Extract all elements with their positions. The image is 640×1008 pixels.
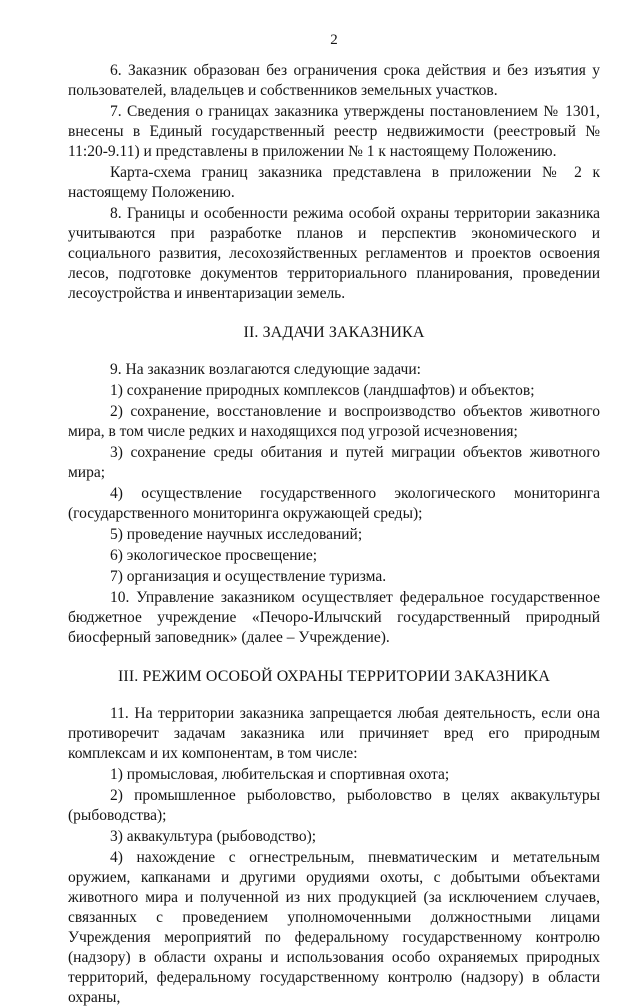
task-item-6: 6) экологическое просвещение; xyxy=(110,547,318,564)
section-3-body xyxy=(68,704,600,1008)
page-number: 2 xyxy=(330,32,338,48)
task-item-3: 3) сохранение среды обитания и путей миграции объектов животного мира; xyxy=(68,444,600,481)
paragraph-6: 6. Заказник образован без ограничения срока действия и без изъятия у пользователей, владельцев и собственников земельных участков. xyxy=(68,62,600,99)
task-item-1: 1) сохранение природных комплексов (ландшафтов) и объектов; xyxy=(110,382,535,399)
prohibited-item-1: 1) промысловая, любительская и спортивная охота; xyxy=(110,766,450,783)
section-3-heading: III. РЕЖИМ ОСОБОЙ ОХРАНЫ ТЕРРИТОРИИ ЗАКАЗНИКА xyxy=(118,668,550,685)
task-item-2: 2) сохранение, восстановление и воспроизводство объектов животного мира, в том числе редких и находящихся под угрозой исчезновения; xyxy=(68,403,600,440)
paragraph-10: 10. Управление заказником осуществляет федеральное государственное бюджетное учреждение «Печоро-Илычский государственный природный биосферный заповедник» (далее – Учреждение). xyxy=(68,589,600,646)
task-item-4: 4) осуществление государственного экологического мониторинга (государственного мониторинга окружающей среды); xyxy=(68,485,600,522)
section-2-body xyxy=(68,360,600,648)
task-item-5: 5) проведение научных исследований; xyxy=(110,526,363,543)
prohibited-item-3: 3) аквакультура (рыбоводство); xyxy=(110,828,317,845)
paragraph-8: 8. Границы и особенности режима особой охраны территории заказника учитываются при разработке планов и перспектив экономического и социального развития, лесохозяйственных регламентов и проектов освоения лесов, подготовке документов территориального планирования, проведении лесоустройства и инвентаризации земель. xyxy=(68,205,600,302)
prohibited-item-4: 4) нахождение с огнестрельным, пневматическим и метательным оружием, капканами и другими орудиями охоты, с добытыми объектами животного мира и полученной из них продукцией (за исключением случаев, связанных с проведением уполномоченными должностными лицами Учреждения мероприятий по федеральному государственному контролю (надзору) в области охраны и использования особо охраняемых природных территорий, федеральному государственному контролю (надзору) в области охраны, xyxy=(68,849,600,1006)
intro-paragraphs xyxy=(68,61,600,304)
section-2-heading: II. ЗАДАЧИ ЗАКАЗНИКА xyxy=(243,324,425,341)
paragraph-7: 7. Сведения о границах заказника утверждены постановлением № 1301, внесены в Единый государственный реестр недвижимости (реестровый № 11:20-9.11) и представлены в приложении № 1 к настоящему Положению. xyxy=(68,103,600,160)
paragraph-9: 9. На заказник возлагаются следующие задачи: xyxy=(110,361,421,378)
prohibited-item-2: 2) промышленное рыболовство, рыболовство в целях аквакультуры (рыбоводства); xyxy=(68,787,600,824)
paragraph-map-scheme: Карта-схема границ заказника представлена в приложении № 2 к настоящему Положению. xyxy=(68,164,600,201)
task-item-7: 7) организация и осуществление туризма. xyxy=(110,568,387,585)
paragraph-11: 11. На территории заказника запрещается любая деятельность, если она противоречит задачам заказника или причиняет вред его природным комплексам и их компонентам, в том числе: xyxy=(68,705,600,762)
